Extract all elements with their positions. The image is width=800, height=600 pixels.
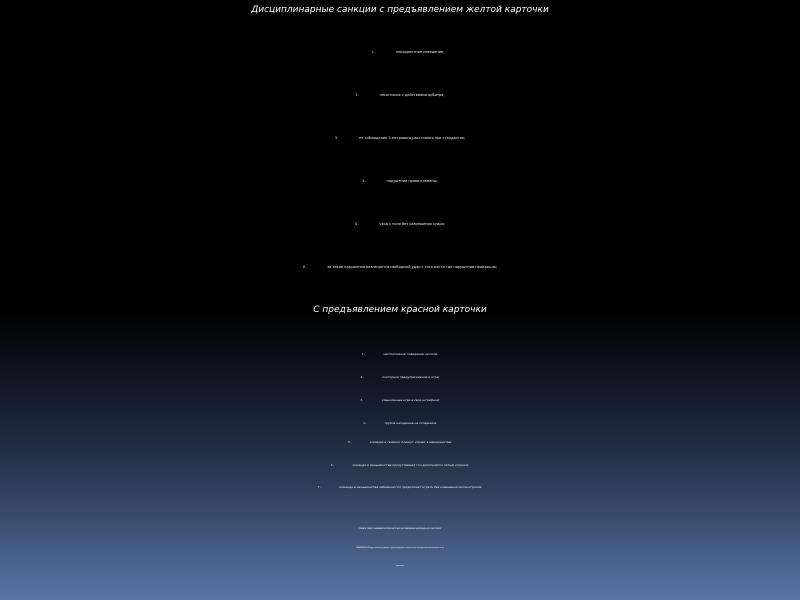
yellow-item-6 — [0, 265, 800, 269]
red-item-5 — [0, 440, 800, 444]
red-item-1 — [0, 352, 800, 356]
item-text: за такие нарушения назначается свободный удар с того места где нарушение произошло; — [327, 265, 498, 269]
item-number: 5. — [355, 222, 360, 226]
item-text: повторное предупреждение в игре; — [382, 375, 440, 379]
note-rest: (один попытался ударить, другой увернулся; замах в ответ на нарушение расценивается по- — [369, 548, 444, 549]
item-text: команда в меньшинстве забившая гол продолжает играть без изменения числа игроков; — [339, 485, 483, 489]
red-item-2 — [0, 375, 800, 379]
yellow-item-4 — [0, 179, 800, 183]
item-text: грубое нападение на соперника; — [384, 421, 438, 425]
item-number: 3. — [360, 398, 364, 402]
note-line-3: другому); — [396, 566, 404, 567]
item-text: умышленная игра в свое штрафной; — [381, 398, 440, 402]
item-text: неспортивное поведение на поле; — [383, 352, 439, 356]
item-number: 7. — [317, 485, 322, 489]
note-line-2 — [0, 541, 800, 556]
yellow-item-5 — [0, 222, 800, 226]
item-text: уход с поля без разрешения судьи; — [379, 222, 445, 226]
item-text: некорректное поведение; — [395, 50, 445, 54]
item-text: команда в меньшинстве пропустившая гол дополняется пятым игроком; — [352, 463, 470, 467]
yellow-card-title: Дисциплинарные санкции с предъявлением желтой карточки — [251, 5, 549, 15]
note-line-1: ПРАВИЛА ТРЕБУЮТ НАКАЗАНИЕ ИГРОКОВ НЕТОЛЬКО ЗА СОВЕРШЕННОЕ НАРУШЕНИЕ, НО И ЗА ПОПЫТКУ — [358, 529, 442, 530]
red-item-7 — [0, 485, 800, 489]
note-caps: СОВЕРШИТЬ ЕГО — [356, 548, 370, 549]
item-number: 2. — [360, 375, 365, 379]
item-number: 2. — [355, 93, 360, 97]
red-item-3 — [0, 398, 800, 402]
item-number: 5. — [348, 440, 352, 444]
item-number: 4. — [362, 421, 367, 425]
item-text: команда в течении 2-минут играет в меньшинстве; — [369, 440, 452, 444]
item-text: не соблюдение 5-метрового расстояния при стандартах; — [359, 136, 466, 140]
item-number: 4. — [362, 179, 367, 183]
red-item-4 — [0, 421, 800, 425]
item-number: 3. — [334, 136, 340, 140]
item-number: 1. — [371, 50, 376, 54]
yellow-item-1 — [0, 50, 800, 54]
red-card-title: С предъявлением красной карточки — [313, 305, 487, 315]
yellow-item-3 — [0, 136, 800, 140]
item-text: нарушение правил замены; — [386, 179, 438, 183]
item-number: 6. — [330, 463, 335, 467]
yellow-item-2 — [0, 93, 800, 97]
item-text: несогласие с действиями арбитра; — [379, 93, 445, 97]
red-item-6 — [0, 463, 800, 467]
item-number: 6. — [302, 265, 308, 269]
item-number: 1. — [361, 352, 366, 356]
